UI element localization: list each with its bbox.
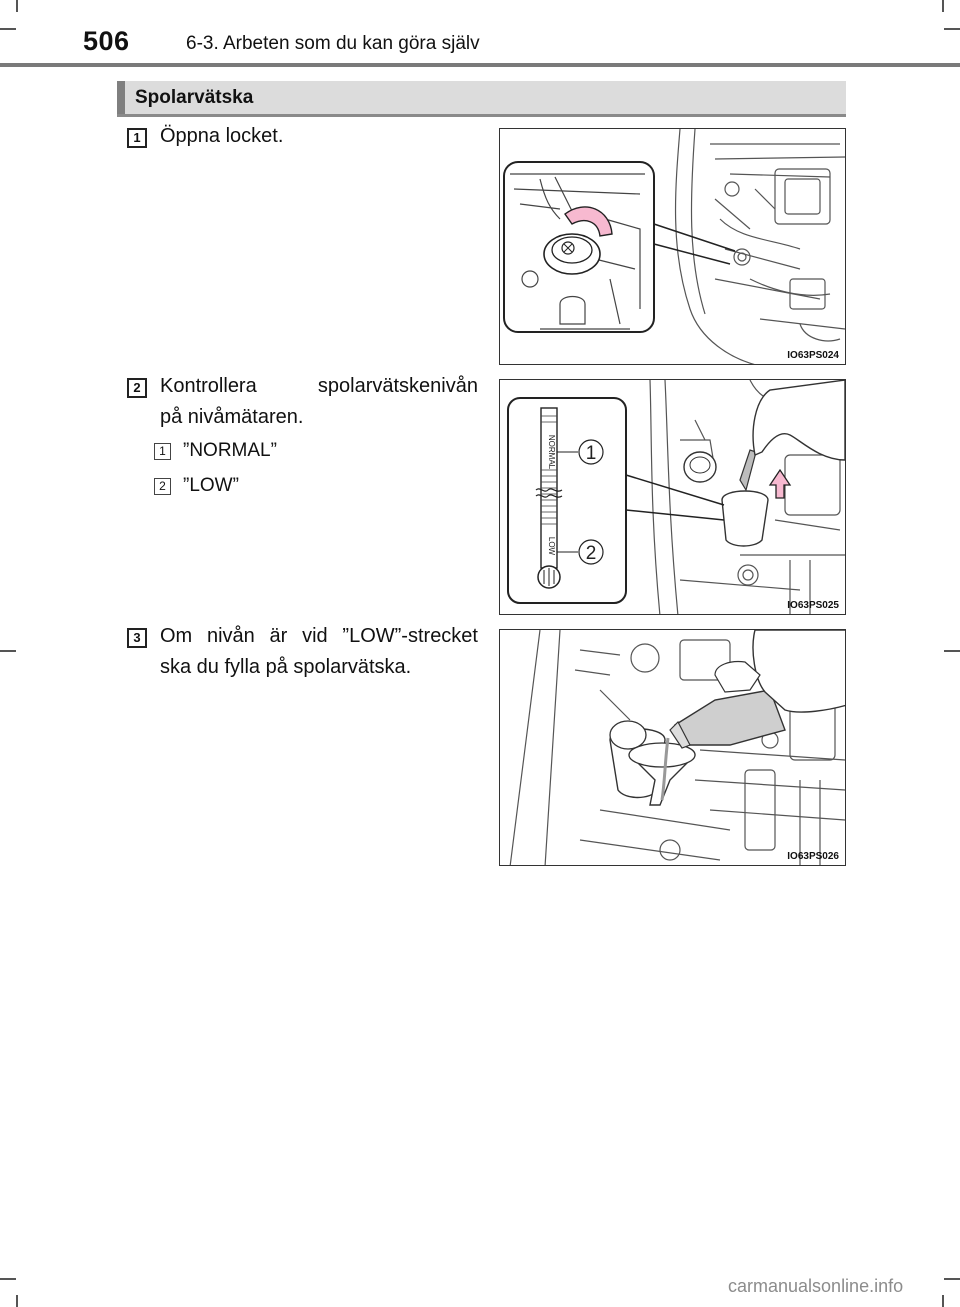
crop-mark [16,1295,18,1307]
step-1-text: Öppna locket. [160,125,284,147]
section-accent [117,81,125,114]
crop-mark [944,1278,960,1280]
gauge-normal-text: NORMAL [547,434,556,470]
item-low-label: ”LOW” [183,475,239,496]
chapter-title: 6-3. Arbeten som du kan göra själv [186,33,480,54]
crop-mark [944,650,960,652]
header-rule [0,63,960,67]
crop-mark [942,0,944,12]
item-number-2: 2 [154,478,171,495]
step-2-text-line1: Kontrollera spolarvätskenivån [160,375,478,397]
step-3-text-line2: ska du fylla på spolarvätska. [160,656,412,678]
gauge-low-text: LOW [547,536,556,556]
figure-open-cap-drawing [500,129,846,365]
step-number-3: 3 [127,628,147,648]
crop-mark [0,650,16,652]
figure-open-cap [499,128,846,365]
crop-mark [942,1295,944,1307]
watermark: carmanualsonline.info [728,1276,904,1296]
crop-mark [944,28,960,30]
figure-code-3: IO63PS026 [787,851,839,862]
callout-2: 2 [585,543,597,564]
step-number-2: 2 [127,378,147,398]
step-3-text-line1: Om nivån är vid ”LOW”-strecket [160,625,478,647]
figure-level-gauge [499,379,846,615]
crop-mark [0,1278,16,1280]
item-normal-label: ”NORMAL” [183,440,277,461]
figure-level-gauge-drawing [500,380,846,615]
crop-mark [0,28,16,30]
section-heading [117,81,846,117]
figure-code-2: IO63PS025 [787,600,839,611]
page-number: 506 [83,26,130,56]
figure-code-1: IO63PS024 [787,350,839,361]
step-2-text-line2: på nivåmätaren. [160,406,304,428]
figure-refill-drawing [500,630,846,866]
callout-1: 1 [585,443,597,464]
figure-refill [499,629,846,866]
item-number-1: 1 [154,443,171,460]
step-number-1: 1 [127,128,147,148]
crop-mark [16,0,18,12]
section-title: Spolarvätska [135,87,254,108]
